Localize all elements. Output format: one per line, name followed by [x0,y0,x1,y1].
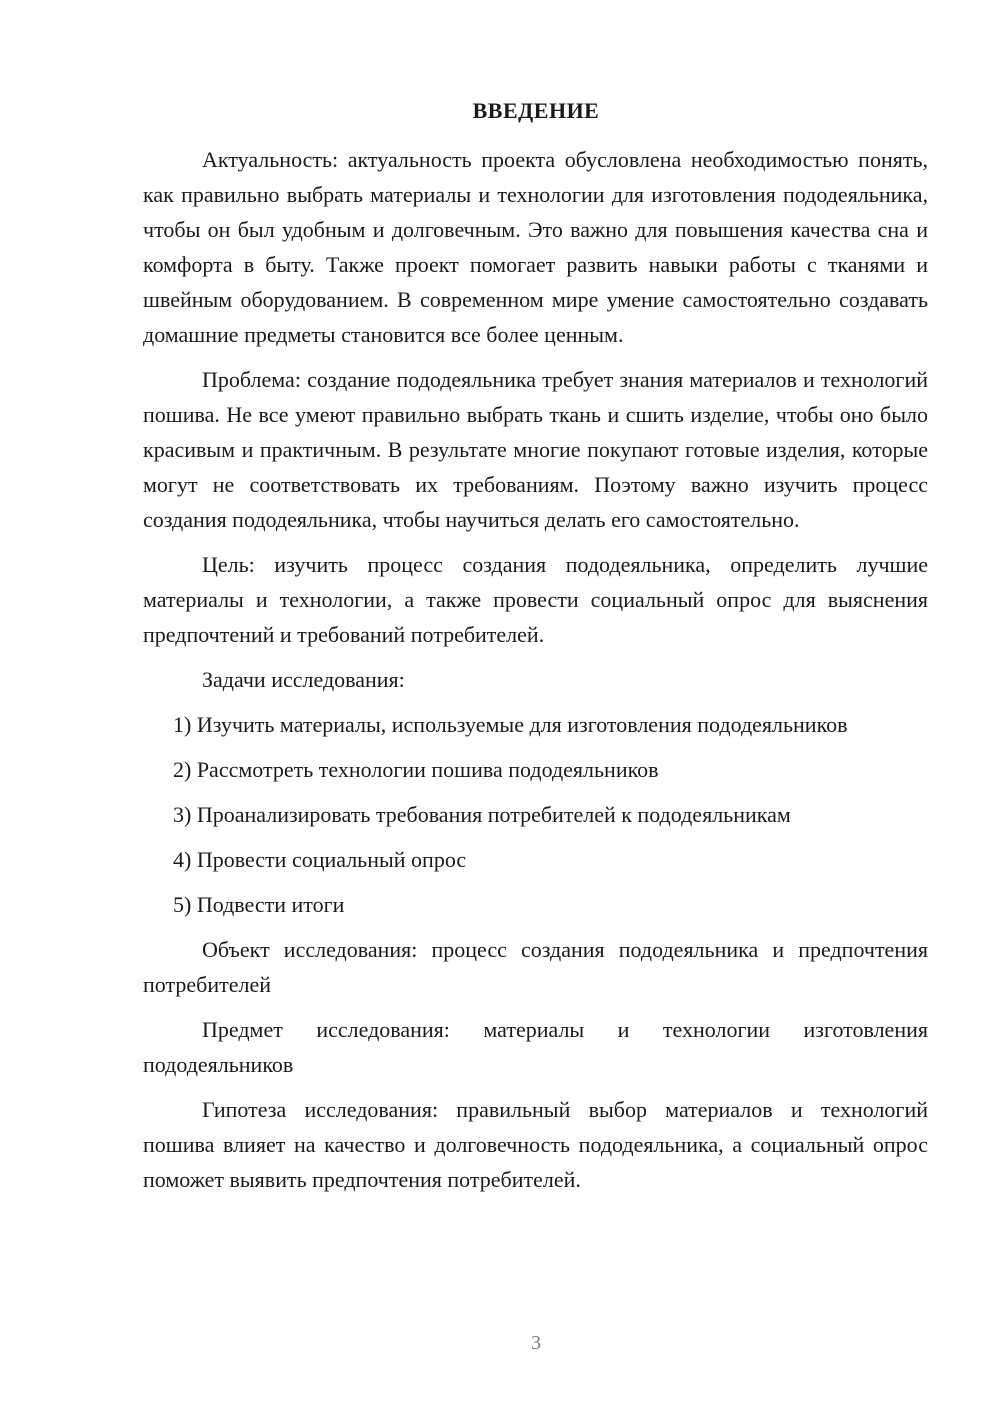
problem-paragraph: Проблема: создание пододеяльника требует знания материалов и технологий пошива. Не все умеют правильно выбрать ткань и сшить изделие, чтобы оно было красивым и практичным. В результате многие покупают готовые изделия, которые могут не соответствовать их требованиям. Поэтому важно изучить процесс создания пододеяльника, чтобы научиться делать его самостоятельно. [143,367,928,532]
page-number: 3 [531,1332,541,1354]
tasks-heading: Задачи исследования: [202,667,405,692]
object-paragraph: Объект исследования: процесс создания пододеяльника и предпочтения потребителей [143,937,928,997]
goal-paragraph: Цель: изучить процесс создания пододеяльника, определить лучшие материалы и технологии, а также провести социальный опрос для выяснения предпочтений и требований потребителей. [143,552,928,647]
task-item-3: 3) Проанализировать требования потребителей к пододеяльникам [173,802,791,827]
task-item-5: 5) Подвести итоги [173,892,345,917]
task-item-2: 2) Рассмотреть технологии пошива пододеяльников [173,757,659,782]
hypothesis-paragraph: Гипотеза исследования: правильный выбор материалов и технологий пошива влияет на качество и долговечность пододеяльника, а социальный опрос поможет выявить предпочтения потребителей. [143,1097,928,1192]
document-body [143,142,928,1207]
task-item-4: 4) Провести социальный опрос [173,847,467,872]
page-title: ВВЕДЕНИЕ [472,98,600,123]
subject-paragraph: Предмет исследования: материалы и технологии изготовления пододеяльников [143,1017,928,1077]
relevance-paragraph: Актуальность: актуальность проекта обусловлена необходимостью понять, как правильно выбрать материалы и технологии для изготовления пододеяльника, чтобы он был удобным и долговечным. Это важно для повышения качества сна и комфорта в быту. Также проект помогает развить навыки работы с тканями и швейным оборудованием. В современном мире умение самостоятельно создавать домашние предметы становится все более ценным. [143,147,928,347]
task-item-1: 1) Изучить материалы, используемые для изготовления пододеяльников [173,712,848,737]
